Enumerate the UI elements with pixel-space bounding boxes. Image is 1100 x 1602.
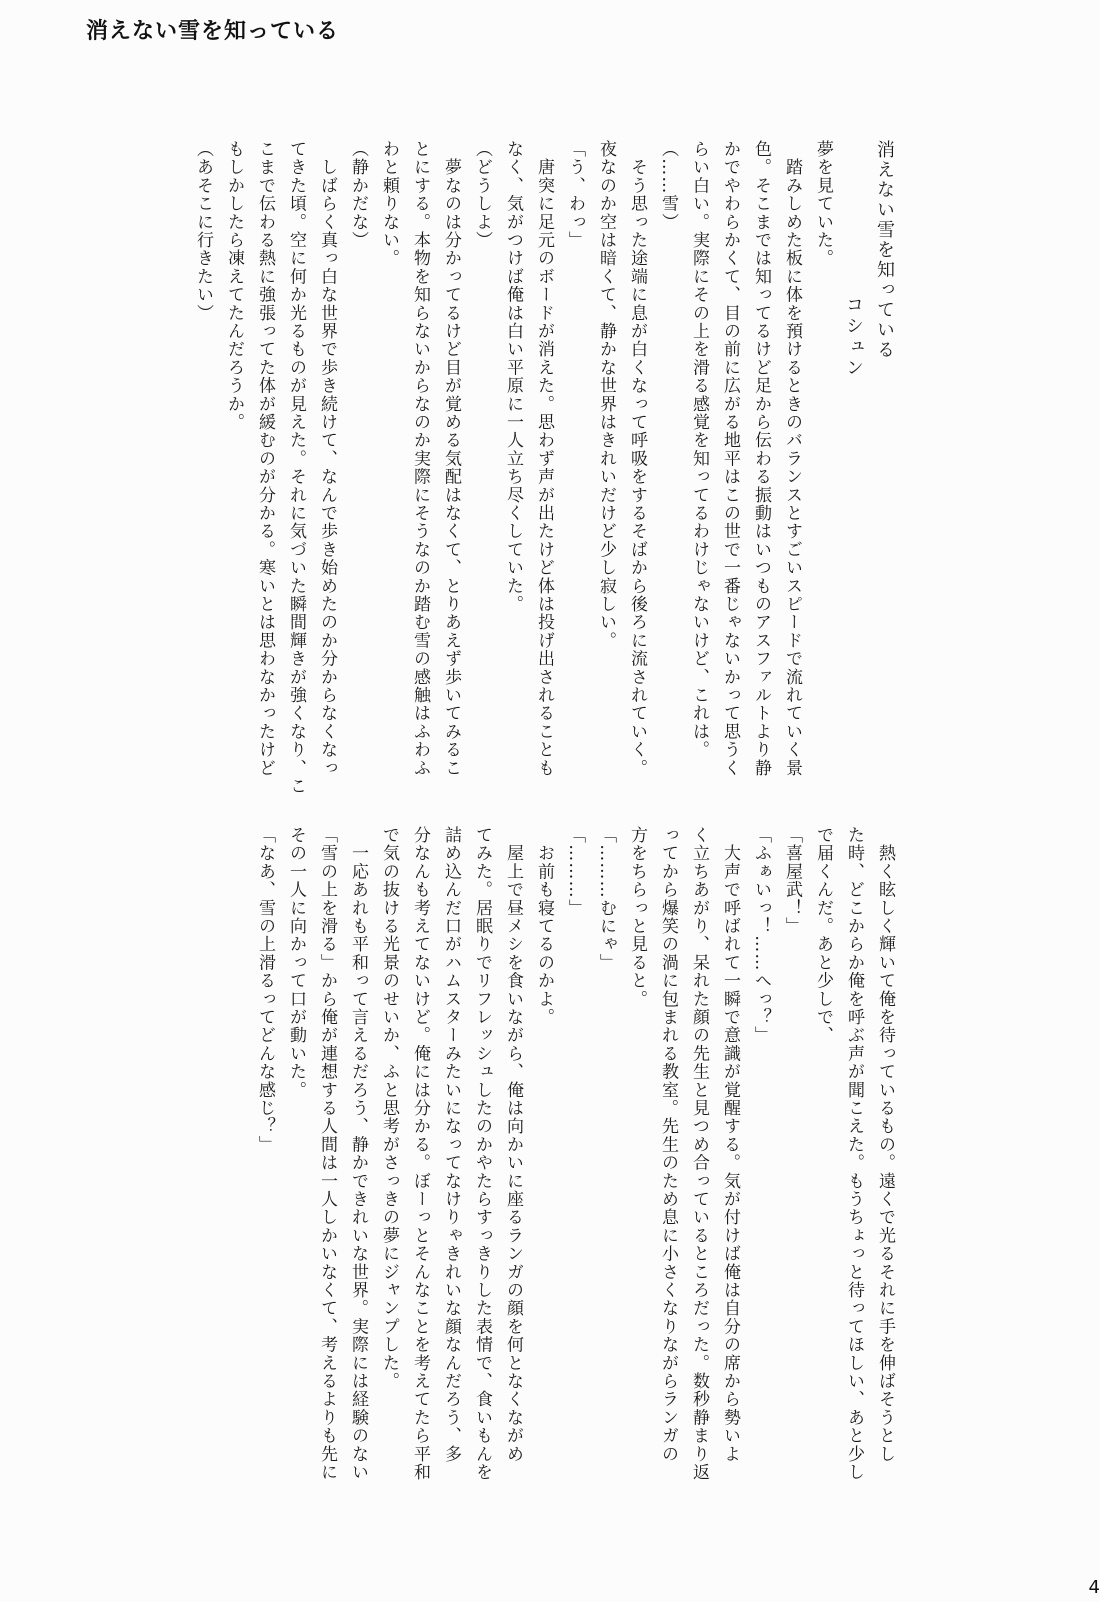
text-line: こまで伝わる熱に強張ってた体が緩むのが分かる。寒いとは思わなかったけど bbox=[255, 140, 275, 777]
text-line: 「う、わっ」 bbox=[565, 140, 585, 250]
text-line: しばらく真っ白な世界で歩き続けて、なんで歩き始めたのか分からなくなっ bbox=[317, 140, 337, 777]
text-line: 詰め込んだ口がハムスターみたいになってなけりゃきれいな顔なんだろう、多 bbox=[441, 826, 461, 1463]
text-line: 「………むにゃ」 bbox=[596, 826, 616, 972]
text-line: てきた頃。空に何か光るものが見えた。それに気づいた瞬間輝きが強くなり、こ bbox=[286, 140, 306, 796]
text-line: 色。そこまでは知ってるけど足から伝わる振動はいつものアスファルトより静 bbox=[751, 140, 771, 777]
text-line: 踏みしめた板に体を預けるときのバランスとすごいスピードで流れていく景 bbox=[782, 140, 802, 777]
text-line: 一応あれも平和って言えるだろう、静かできれいな世界。実際には経験のない bbox=[348, 826, 368, 1482]
text-line: なく、気がつけば俺は白い平原に一人立ち尽くしていた。 bbox=[503, 140, 523, 614]
story-title: 消えない雪を知っている コシュン bbox=[838, 140, 900, 820]
text-line: 「ふぁいっ！……へっ？」 bbox=[751, 826, 771, 1045]
text-line: 「喜屋武！」 bbox=[782, 826, 802, 936]
page-header-title: 消えない雪を知っている bbox=[86, 19, 340, 44]
lower-text-block bbox=[249, 826, 900, 1546]
text-line: 方をちらっと見ると。 bbox=[627, 826, 647, 1008]
upper-text-block bbox=[187, 140, 900, 820]
text-line: その一人に向かって口が動いた。 bbox=[286, 826, 306, 1099]
text-line: （どうしよ） bbox=[472, 140, 492, 250]
text-line: 夢なのは分かってるけど目が覚める気配はなくて、とりあえず歩いてみるこ bbox=[441, 140, 461, 777]
text-line: かでやわらかくて、目の前に広がる地平はこの世で一番じゃないかって思うく bbox=[720, 140, 740, 777]
text-line: 夜なのか空は暗くて、静かな世界はきれいだけど少し寂しい。 bbox=[596, 140, 616, 650]
text-line: く立ちあがり、呆れた顔の先生と見つめ合っているところだった。数秒静まり返 bbox=[689, 826, 709, 1482]
text-line: 唐突に足元のボードが消えた。思わず声が出たけど体は投げ出されることも bbox=[534, 140, 554, 777]
text-line: （静かだな） bbox=[348, 140, 368, 250]
text-line: 夢を見ていた。 bbox=[813, 140, 833, 268]
text-line: 屋上で昼メシを食いながら、俺は向かいに座るランガの顔を何となくながめ bbox=[503, 826, 523, 1463]
text-line: 熱く眩しく輝いて俺を待っているもの。遠くで光るそれに手を伸ばそうとし bbox=[875, 826, 895, 1463]
text-line: わと頼りない。 bbox=[379, 140, 399, 268]
text-line: た時、どこからか俺を呼ぶ声が聞こえた。もうちょっと待ってほしい、あと少し bbox=[844, 826, 864, 1482]
text-line: （あそこに行きたい） bbox=[193, 140, 213, 322]
text-line: そう思った途端に息が白くなって呼吸をするそばから後ろに流されていく。 bbox=[627, 140, 647, 777]
text-line: で届くんだ。あと少しで、 bbox=[813, 826, 833, 1045]
text-line: 分なんも考えてないけど。俺には分かる。ぼーっとそんなことを考えてたら平和 bbox=[410, 826, 430, 1482]
text-line: 「なあ、雪の上滑るってどんな感じ？」 bbox=[255, 826, 275, 1154]
text-line: とにする。本物を知らないからなのか実際にそうなのか踏む雪の感触はふわふ bbox=[410, 140, 430, 777]
text-line: で気の抜ける光景のせいか、ふと思考がさっきの夢にジャンプした。 bbox=[379, 826, 399, 1391]
text-line: もしかしたら凍えてたんだろうか。 bbox=[224, 140, 244, 432]
text-line: らい白い。実際にその上を滑る感覚を知ってるわけじゃないけど、これは。 bbox=[689, 140, 709, 759]
author-name: コシュン bbox=[843, 295, 864, 379]
text-line: 「雪の上を滑る」から俺が連想する人間は一人しかいなくて、考えるよりも先に bbox=[317, 826, 337, 1482]
text-line: てみた。居眠りでリフレッシュしたのかやたらすっきりした表情で、食いもんを bbox=[472, 826, 492, 1482]
page-number: 4 bbox=[1088, 1577, 1100, 1598]
text-line: 大声で呼ばれて一瞬で意識が覚醒する。気が付けば俺は自分の席から勢いよ bbox=[720, 826, 740, 1463]
text-line: （……雪） bbox=[658, 140, 678, 231]
text-line: ってから爆笑の渦に包まれる教室。先生のため息に小さくなりながらランガの bbox=[658, 826, 678, 1463]
text-line: 「………」 bbox=[565, 826, 585, 917]
text-line: お前も寝てるのかよ。 bbox=[534, 826, 554, 1027]
